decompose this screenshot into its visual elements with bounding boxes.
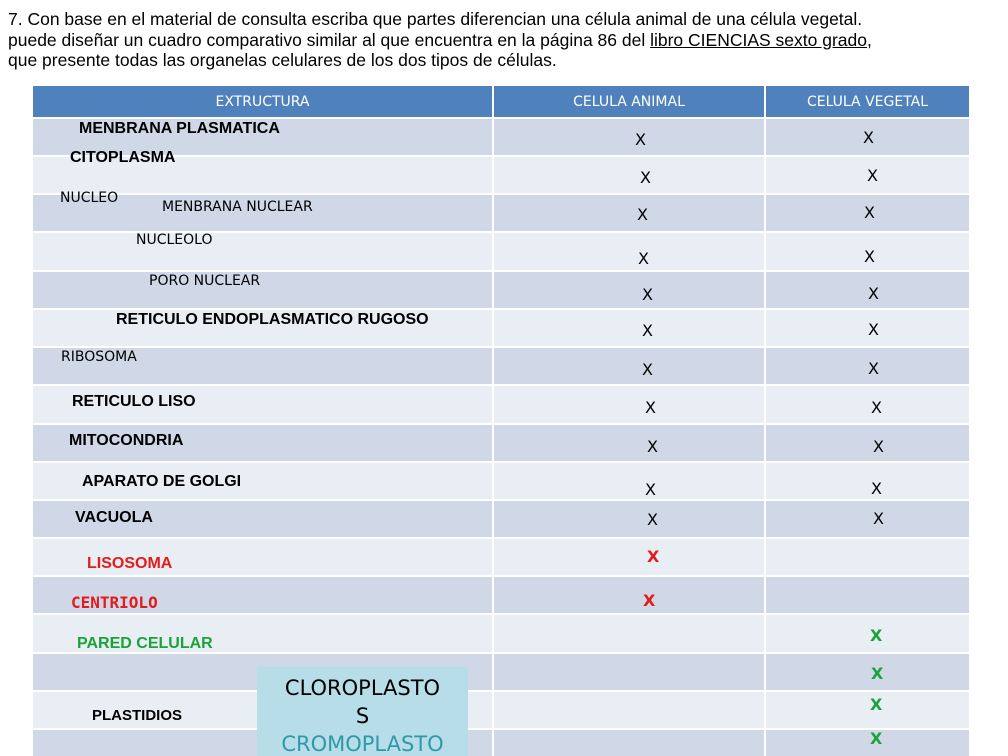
animal-mark: X — [642, 360, 653, 379]
label-mitocondria: MITOCONDRIA — [69, 432, 184, 449]
label-plastidios: PLASTIDIOS — [92, 707, 183, 724]
vegetal-mark: X — [863, 128, 874, 147]
vegetal-mark: X — [868, 320, 879, 339]
label-reticulo-rugoso: RETICULO ENDOPLASMATICO RUGOSO — [116, 311, 429, 328]
label-citoplasma: CITOPLASMA — [70, 149, 176, 166]
table-row — [33, 577, 969, 613]
label-membrana-plasmatica: MENBRANA PLASMATICA — [79, 120, 280, 137]
plastid-type-line-2: S — [355, 704, 370, 728]
animal-mark: X — [635, 130, 646, 149]
table-row — [33, 348, 969, 384]
label-membrana-nuclear: MENBRANA NUCLEAR — [162, 199, 313, 215]
label-centriolo: CENTRIOLO — [71, 593, 158, 612]
vegetal-mark: X — [867, 166, 878, 185]
vegetal-mark: X — [868, 284, 879, 303]
animal-mark: X — [642, 285, 653, 304]
label-ribosoma: RIBOSOMA — [61, 349, 137, 365]
plastid-type-line-1: CLOROPLASTO — [284, 676, 441, 700]
table-header-row — [33, 86, 969, 117]
animal-mark: X — [638, 249, 649, 268]
vegetal-mark: X — [870, 626, 883, 645]
table-row — [33, 654, 969, 690]
instruction-line-2 — [8, 30, 1004, 51]
vegetal-mark: X — [870, 695, 883, 714]
table-row — [33, 501, 969, 537]
table-row — [33, 539, 969, 575]
animal-mark: X — [647, 437, 658, 456]
instruction-text — [8, 9, 1004, 71]
table-row — [33, 730, 969, 756]
vegetal-mark: X — [864, 203, 875, 222]
vegetal-mark: X — [870, 729, 883, 748]
vegetal-mark: X — [868, 359, 879, 378]
comparison-table — [33, 86, 969, 756]
animal-mark: X — [642, 321, 653, 340]
header-vegetal: CELULA VEGETAL — [766, 86, 969, 117]
plastid-types-box — [257, 667, 468, 756]
label-nucleo: NUCLEO — [60, 190, 119, 206]
label-vacuola: VACUOLA — [75, 509, 153, 526]
instruction-line-1: 7. Con base en el material de consulta escriba que partes diferencian una célula animal de una célula vegetal. — [8, 9, 863, 29]
vegetal-mark: X — [864, 247, 875, 266]
label-reticulo-liso: RETICULO LISO — [72, 393, 196, 410]
instruction-line-2-text: puede diseñar un cuadro comparativo similar al que encuentra en la página 86 del — [8, 29, 651, 50]
vegetal-mark: X — [873, 509, 884, 528]
label-nucleolo: NUCLEOLO — [136, 232, 213, 248]
header-structure: EXTRUCTURA — [33, 86, 492, 117]
label-lisosoma: LISOSOMA — [87, 555, 173, 572]
instruction-line-3: que presente todas las organelas celulares de los dos tipos de células. — [8, 50, 557, 70]
animal-mark: X — [647, 510, 658, 529]
label-aparato-golgi: APARATO DE GOLGI — [82, 473, 242, 490]
animal-mark: X — [645, 398, 656, 417]
instruction-line-2-end: , — [867, 29, 872, 50]
animal-mark: X — [637, 205, 648, 224]
vegetal-mark: X — [873, 437, 884, 456]
label-pared-celular: PARED CELULAR — [77, 635, 213, 652]
vegetal-mark: X — [871, 398, 882, 417]
animal-mark: X — [640, 168, 651, 187]
label-poro-nuclear: PORO NUCLEAR — [149, 273, 261, 289]
vegetal-mark: X — [871, 664, 884, 683]
animal-mark: X — [643, 591, 656, 610]
header-animal: CELULA ANIMAL — [494, 86, 764, 117]
plastid-type-line-3: CROMOPLASTO — [281, 732, 444, 756]
animal-mark: X — [645, 480, 656, 499]
vegetal-mark: X — [871, 479, 882, 498]
book-link[interactable]: libro CIENCIAS sexto grado — [650, 29, 867, 50]
animal-mark: X — [647, 547, 660, 566]
